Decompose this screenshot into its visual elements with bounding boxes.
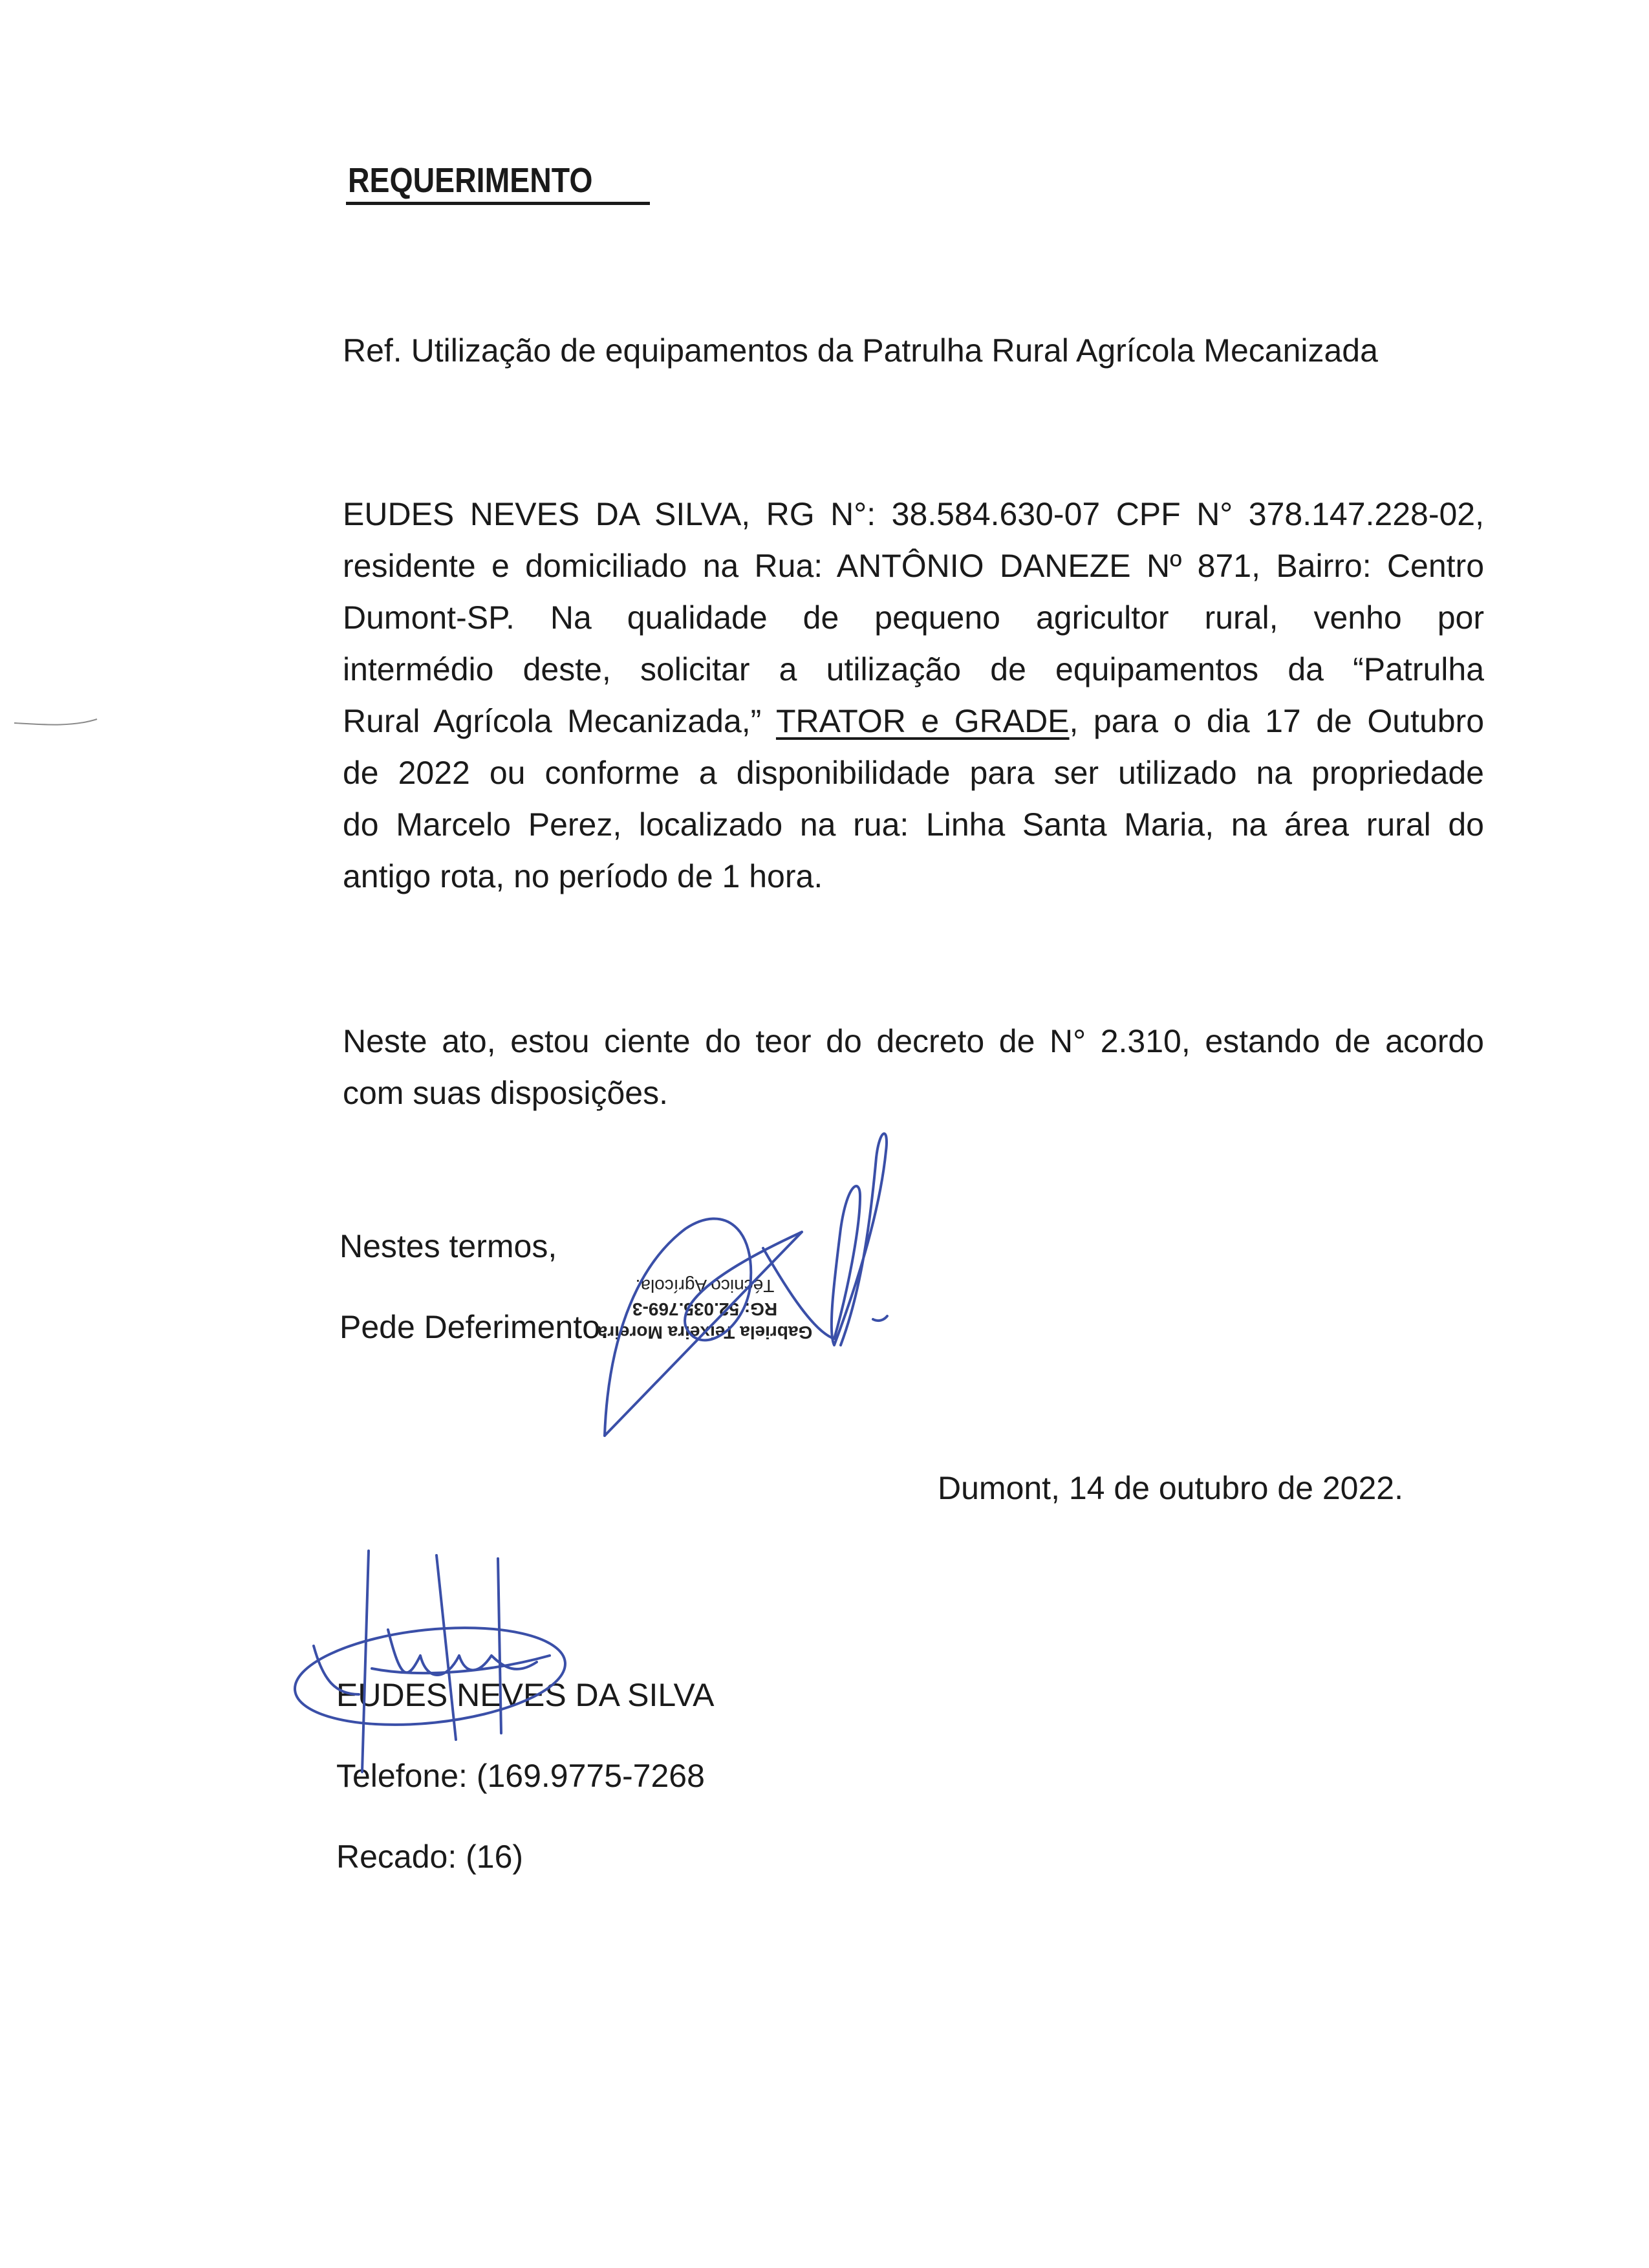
body-line-3: Dumont-SP. Na qualidade de pequeno agricultor rural, venho por: [343, 599, 1484, 636]
scan-mark-left: [14, 719, 97, 725]
stamp-name: Gabriela Teixeira Moreira: [597, 1323, 813, 1343]
body-line-8-text: antigo rota, no período de 1 hora.: [343, 858, 823, 894]
reference-text: Ref. Utilização de equipamentos da Patrulha Rural Agrícola Mecanizada: [343, 332, 1378, 369]
body-line-5: [343, 702, 1484, 740]
body-line-6: de 2022 ou conforme a disponibilidade para ser utilizado na propriedade: [343, 755, 1484, 791]
stamp-rg: RG: 52.035.769-3: [632, 1299, 778, 1319]
stamp-role: Técnico Agrícola.: [635, 1276, 775, 1296]
closing-request: Pede Deferimento.: [339, 1309, 609, 1345]
body-line-7: do Marcelo Perez, localizado na rua: Linha Santa Maria, na área rural do: [343, 806, 1484, 843]
title-underline: [346, 202, 650, 205]
equipment-intro: Rural Agrícola Mecanizada,”: [343, 703, 762, 739]
declaration-line-2: [343, 1074, 1484, 1112]
place-date: Dumont, 14 de outubro de 2022.: [938, 1470, 1403, 1506]
equipment-list: TRATOR e GRADE: [775, 703, 1070, 739]
body-line-8: [343, 857, 1484, 896]
declaration-line-1: Neste ato, estou ciente do teor do decreto de N° 2.310, estando de acordo: [343, 1023, 1484, 1059]
body-line-4: intermédio deste, solicitar a utilização de equipamentos da “Patrulha: [343, 651, 1484, 687]
body-line-1: EUDES NEVES DA SILVA, RG N°: 38.584.630-07 CPF N° 378.147.228-02,: [343, 496, 1484, 532]
document-title: REQUERIMENTO: [348, 161, 593, 200]
declaration-line-2-text: com suas disposições.: [343, 1075, 669, 1111]
requested-date: , para o dia 17 de Outubro: [1069, 703, 1484, 739]
closing-terms: Nestes termos,: [339, 1228, 557, 1264]
requester-signature: [314, 1551, 550, 1772]
technician-stamp: [563, 1221, 847, 1344]
signatory-phone: Telefone: (169.9775-7268: [336, 1758, 705, 1794]
reference-line: [343, 331, 1484, 370]
signatory-message-phone: Recado: (16): [336, 1839, 524, 1875]
signatory-name: EUDES NEVES DA SILVA: [336, 1677, 715, 1713]
body-line-2: residente e domiciliado na Rua: ANTÔNIO DANEZE Nº 871, Bairro: Centro: [343, 548, 1484, 584]
